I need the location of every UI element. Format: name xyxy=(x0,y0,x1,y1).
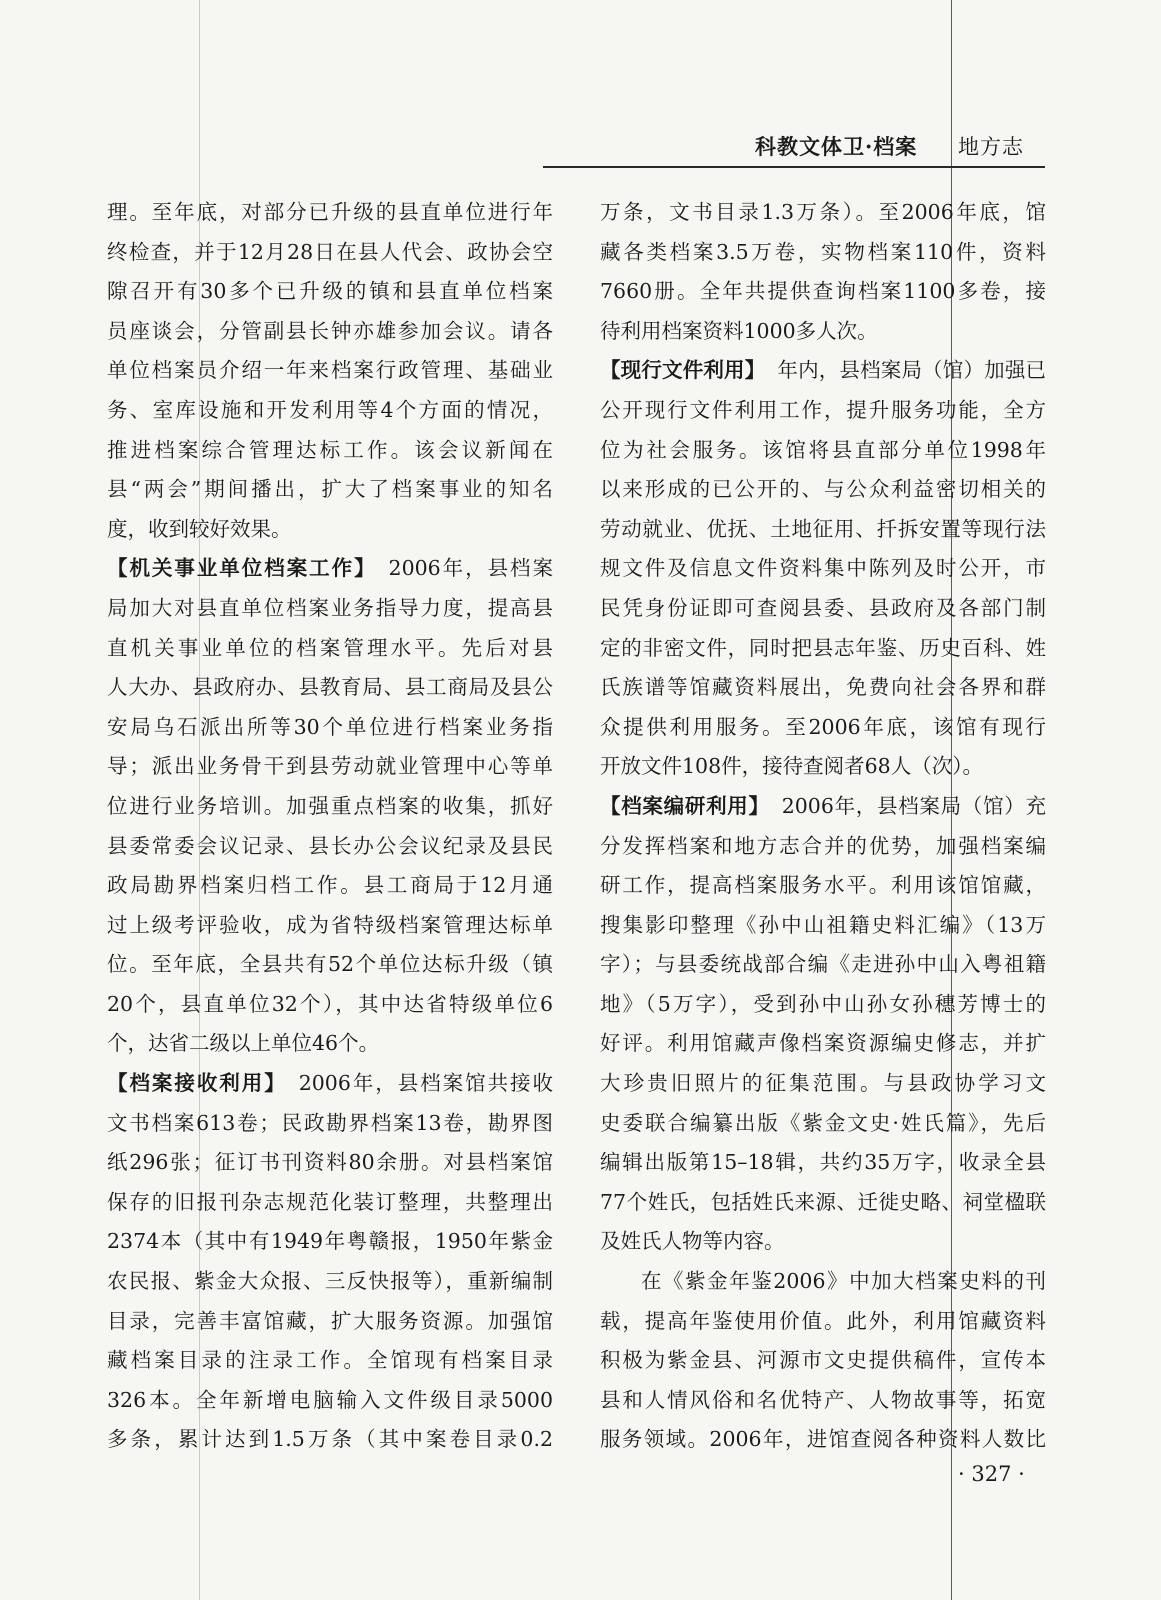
text-line: 过上级考评验收，成为省特级档案管理达标单 xyxy=(107,912,553,937)
text-line: 地》（5万字），受到孙中山孙女孙穗芳博士的 xyxy=(600,991,1046,1016)
text-line: 氏族谱等馆藏资料展出，免费向社会各界和群 xyxy=(600,675,1046,700)
text-run: 2006年，县档案馆共接收 xyxy=(298,1071,554,1096)
text-line: 导；派出业务骨干到县劳动就业管理中心等单 xyxy=(107,754,553,779)
text-line xyxy=(107,549,553,589)
section-heading: 【档案编研利用】 xyxy=(600,793,770,818)
text-line: 及姓氏人物等内容。 xyxy=(600,1229,785,1254)
text-line: 务、室库设施和开发利用等4个方面的情况， xyxy=(107,397,553,422)
text-line: 目录，完善丰富馆藏，扩大服务资源。加强馆 xyxy=(107,1308,553,1333)
text-line: 待利用档案资料1000多人次。 xyxy=(600,318,878,343)
text-line: 20个，县直单位32个），其中达省特级单位6 xyxy=(107,991,553,1016)
text-line: 积极为紫金县、河源市文史提供稿件，宣传本 xyxy=(600,1348,1046,1373)
text-line: 终检查，并于12月28日在县人代会、政协会空 xyxy=(107,239,553,264)
text-line: 政局勘界档案归档工作。县工商局于12月通 xyxy=(107,873,553,898)
text-line xyxy=(600,787,1046,827)
section-heading: 【档案接收利用】 xyxy=(107,1071,287,1096)
text-line: 农民报、紫金大众报、三反快报等），重新编制 xyxy=(107,1269,553,1294)
text-line: 多条，累计达到1.5万条（其中案卷目录0.2 xyxy=(107,1427,553,1452)
text-line: 在《紫金年鉴2006》中加大档案史料的刊 xyxy=(641,1269,1046,1294)
text-line: 77个姓氏，包括姓氏来源、迁徙史略、祠堂楹联 xyxy=(600,1189,1046,1214)
text-line: 位进行业务培训。加强重点档案的收集，抓好 xyxy=(107,793,553,818)
paragraph xyxy=(600,351,1046,787)
text-line: 直机关事业单位的档案管理水平。先后对县 xyxy=(107,635,553,660)
left-column xyxy=(107,193,553,1460)
text-run: 2006年，县档案 xyxy=(388,556,554,581)
text-line: 县委常委会议记录、县长办公会议纪录及县民 xyxy=(107,833,553,858)
text-run: 2006年，县档案局（馆）充 xyxy=(781,793,1047,818)
text-line: 个，达省二级以上单位46个。 xyxy=(107,1031,380,1056)
text-line: 局加大对县直单位档案业务指导力度，提高县 xyxy=(107,595,553,620)
text-line: 员座谈会，分管副县长钟亦雄参加会议。请各 xyxy=(107,318,553,343)
text-line: 规文件及信息文件资料集中陈列及时公开，市 xyxy=(600,556,1046,581)
text-line: 字）；与县委统战部合编《走进孙中山入粤祖籍 xyxy=(600,952,1046,977)
header-rule xyxy=(543,166,1045,168)
text-line: 研工作，提高档案服务水平。利用该馆馆藏， xyxy=(600,873,1046,898)
text-line: 保存的旧报刊杂志规范化装订整理，共整理出 xyxy=(107,1189,553,1214)
text-line: 开放文件108件，接待查阅者68人（次）。 xyxy=(600,754,983,779)
text-line: 2374本（其中有1949年粤赣报，1950年紫金 xyxy=(107,1229,553,1254)
text-line: 位为社会服务。该馆将县直部分单位1998年 xyxy=(600,437,1046,462)
text-line: 劳动就业、优抚、土地征用、扦拆安置等现行法 xyxy=(600,516,1046,541)
text-run: 年内，县档案局（馆）加强已 xyxy=(777,358,1047,383)
page-number: · 327 · xyxy=(958,1462,1025,1486)
paragraph xyxy=(600,787,1046,1262)
text-line: 文书档案613卷；民政勘界档案13卷，勘界图 xyxy=(107,1110,553,1135)
text-line xyxy=(600,351,1046,391)
text-line: 藏各类档案3.5万卷，实物档案110件，资料 xyxy=(600,239,1046,264)
text-line: 人大办、县政府办、县教育局、县工商局及县公 xyxy=(107,675,553,700)
text-line: 7660册。全年共提供查询档案1100多卷，接 xyxy=(600,279,1046,304)
text-line: 隙召开有30多个已升级的镇和县直单位档案 xyxy=(107,279,553,304)
text-line: 理。至年底，对部分已升级的县直单位进行年 xyxy=(107,200,553,224)
text-line: 载，提高年鉴使用价值。此外，利用馆藏资料 xyxy=(600,1308,1046,1333)
right-column xyxy=(600,193,1046,1460)
text-line: 分发挥档案和地方志合并的优势，加强档案编 xyxy=(600,833,1046,858)
text-line: 推进档案综合管理达标工作。该会议新闻在 xyxy=(107,437,553,462)
running-header-subsection: 地方志 xyxy=(958,135,1024,159)
text-line: 位。至年底，全县共有52个单位达标升级（镇 xyxy=(107,952,553,977)
paragraph xyxy=(107,549,553,1064)
text-line: 民凭身份证即可查阅县委、县政府及各部门制 xyxy=(600,595,1046,620)
text-line: 定的非密文件，同时把县志年鉴、历史百科、姓 xyxy=(600,635,1046,660)
text-line: 纸296张；征订书刊资料80余册。对县档案馆 xyxy=(107,1150,553,1175)
text-line: 以来形成的已公开的、与公众利益密切相关的 xyxy=(600,477,1046,502)
text-line: 县和人情风俗和名优特产、人物故事等，拓宽 xyxy=(600,1387,1046,1412)
text-line: 公开现行文件利用工作，提升服务功能，全方 xyxy=(600,397,1046,422)
text-line: 万条，文书目录1.3万条）。至2006年底，馆 xyxy=(600,200,1046,224)
text-line: 县“两会”期间播出，扩大了档案事业的知名 xyxy=(107,477,553,502)
text-line: 好评。利用馆藏声像档案资源编史修志，并扩 xyxy=(600,1031,1046,1056)
section-heading: 【现行文件利用】 xyxy=(600,358,766,383)
paragraph xyxy=(600,193,1046,351)
section-heading: 【机关事业单位档案工作】 xyxy=(107,556,377,581)
text-line: 大珍贵旧照片的征集范围。与县政协学习文 xyxy=(600,1071,1046,1096)
paragraph xyxy=(107,1064,553,1460)
text-line: 编辑出版第15–18辑，共约35万字，收录全县 xyxy=(600,1150,1046,1175)
text-line: 326本。全年新增电脑输入文件级目录5000 xyxy=(107,1387,553,1412)
text-line: 单位档案员介绍一年来档案行政管理、基础业 xyxy=(107,358,553,383)
text-line: 度，收到较好效果。 xyxy=(107,516,292,541)
paragraph xyxy=(600,1262,1046,1460)
paragraph xyxy=(107,193,553,549)
text-line: 众提供利用服务。至2006年底，该馆有现行 xyxy=(600,714,1046,739)
text-line: 搜集影印整理《孙中山祖籍史料汇编》（13万 xyxy=(600,912,1046,937)
running-header-section: 科教文体卫·档案 xyxy=(755,134,918,159)
text-line: 史委联合编纂出版《紫金文史·姓氏篇》，先后 xyxy=(600,1110,1046,1135)
text-line: 藏档案目录的注录工作。全馆现有档案目录 xyxy=(107,1348,553,1373)
text-line: 服务领域。2006年，进馆查阅各种资料人数比 xyxy=(600,1427,1046,1452)
text-line xyxy=(107,1064,553,1104)
text-line: 安局乌石派出所等30个单位进行档案业务指 xyxy=(107,714,553,739)
